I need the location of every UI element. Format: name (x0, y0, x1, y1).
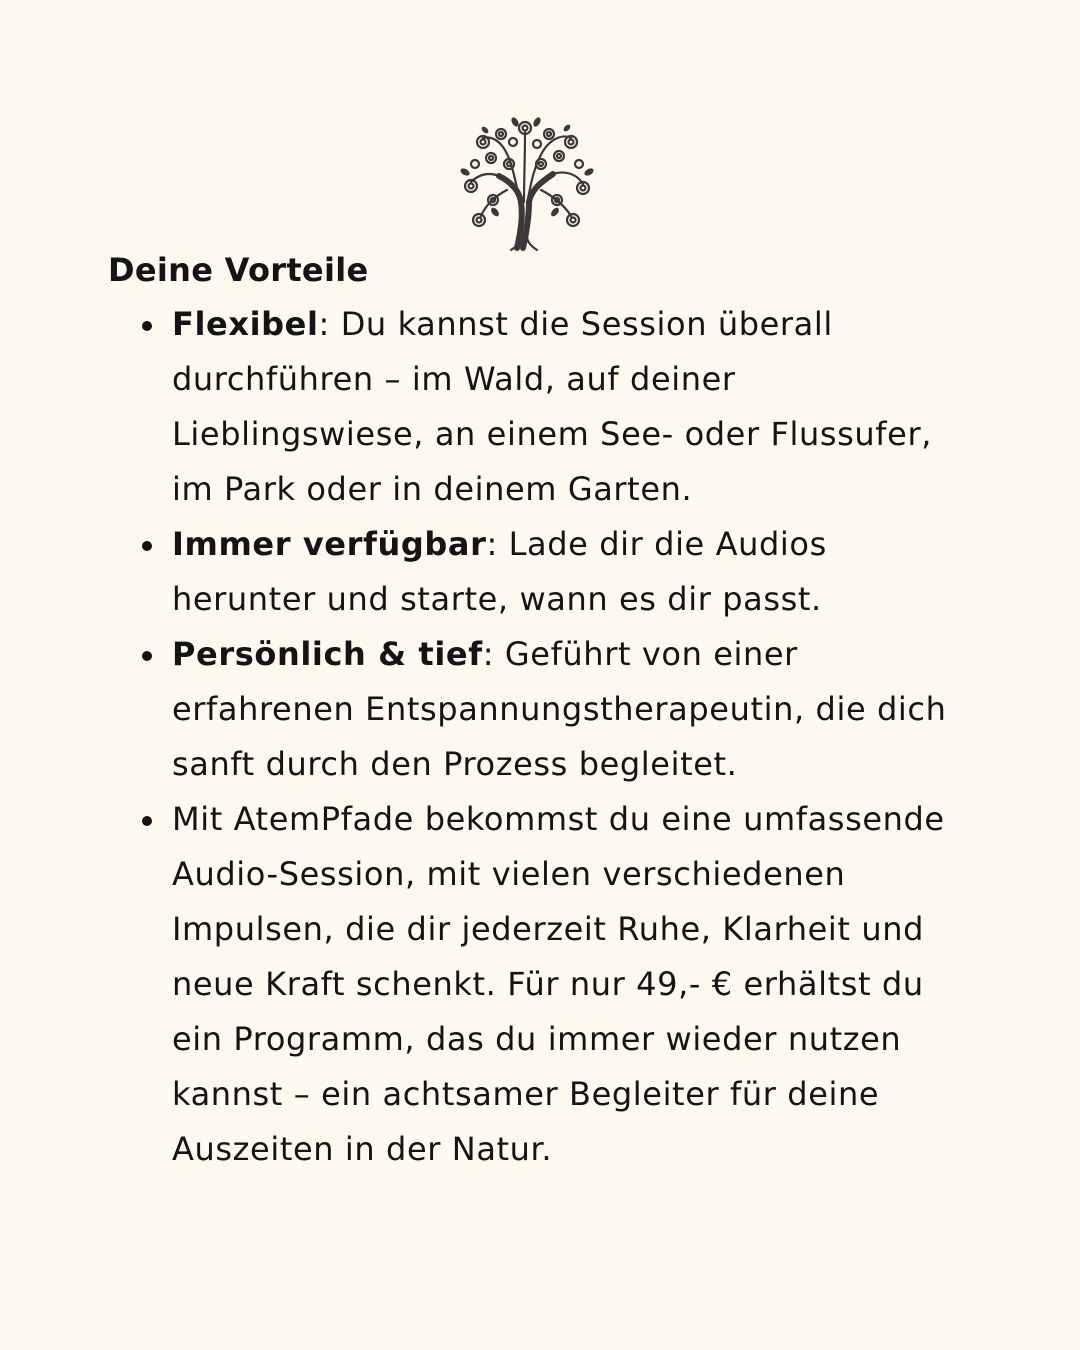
benefit-title: Persönlich & tief (172, 635, 483, 673)
benefit-text: Mit AtemPfade bekommst du eine umfassende Audio-Session, mit vielen verschiedenen Impulsen, die dir jederzeit Ruhe, Klarheit und neue Kraft schenkt. Für nur 49,- € erhältst du ein Programm, das du immer wieder nutzen kannst – ein achtsamer Begleiter für deine Auszeiten in der Natur. (172, 800, 945, 1168)
benefit-flexibel (172, 297, 962, 517)
benefits-list (172, 297, 962, 1177)
benefit-text: Du kannst die Session überall durchführen – im Wald, auf deiner Lieblingswiese, an einem See- oder Flussufer, im Park oder in deinem Garten. (172, 305, 932, 508)
benefit-separator: : (318, 305, 330, 343)
section-heading: Deine Vorteile (108, 251, 369, 289)
benefit-title: Immer verfügbar (172, 525, 487, 563)
benefit-separator: : (482, 635, 495, 673)
benefit-atempfade-offer (172, 792, 962, 1177)
benefit-text: Geführt von einer erfahrenen Entspannungstherapeutin, die dich sanft durch den Prozess begleitet. (172, 635, 947, 783)
benefit-separator: : (486, 525, 498, 563)
benefit-title: Flexibel (172, 305, 319, 343)
benefit-immer-verfuegbar (172, 517, 962, 627)
benefit-text: Lade dir die Audios herunter und starte, wann es dir passt. (172, 525, 827, 618)
tree-of-life-icon (455, 112, 599, 256)
benefit-persoenlich-tief (172, 627, 962, 792)
